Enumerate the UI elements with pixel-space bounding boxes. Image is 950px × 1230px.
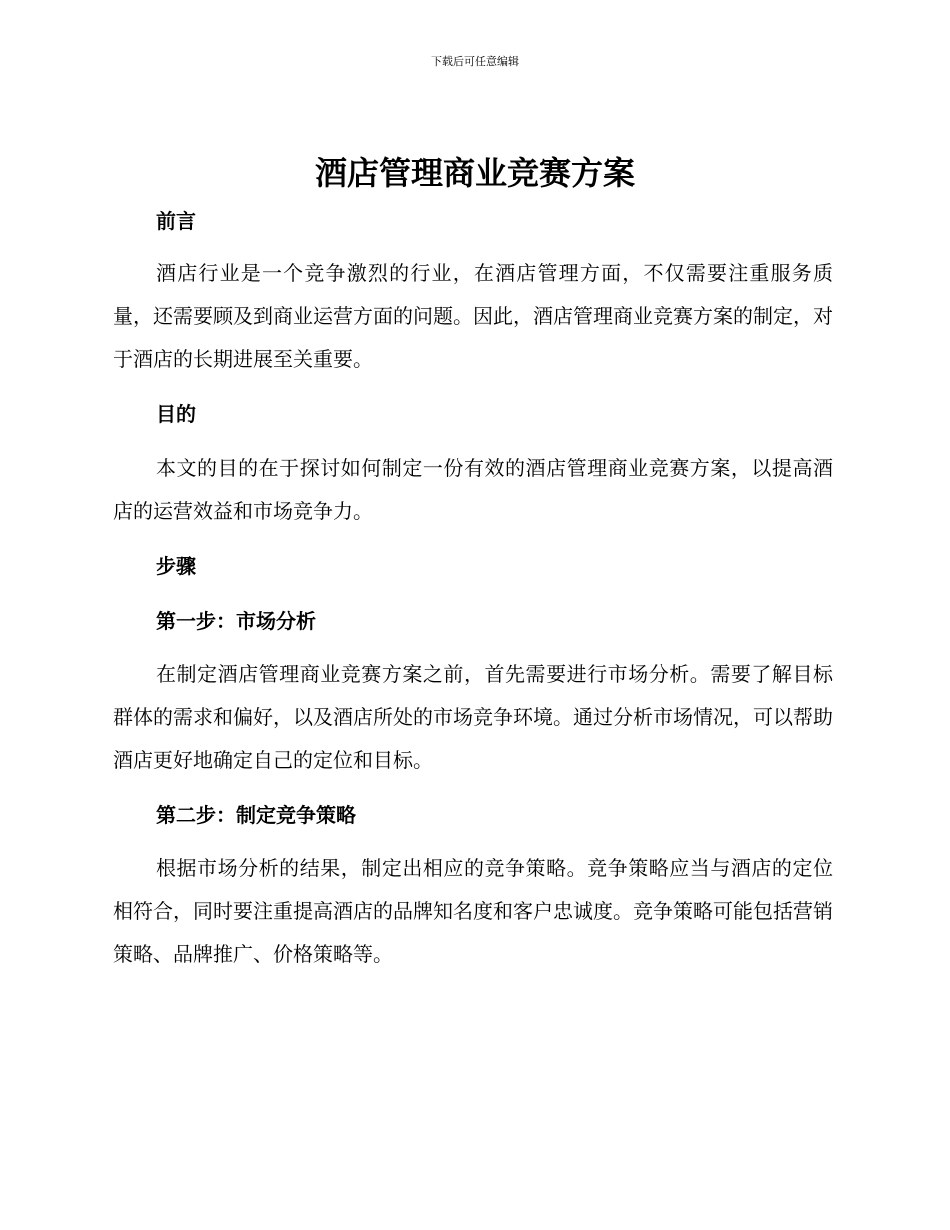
page-header-note: 下载后可任意编辑 — [431, 55, 519, 68]
section-heading-preface: 前言 — [156, 209, 196, 233]
section-text-step1: 在制定酒店管理商业竞赛方案之前，首先需要进行市场分析。需要了解目标群体的需求和偏好，以及酒店所处的市场竞争环境。通过分析市场情况，可以帮助酒店更好地确定自己的定位和目标。 — [113, 662, 833, 772]
section-text-purpose: 本文的目的在于探讨如何制定一份有效的酒店管理商业竞赛方案，以提高酒店的运营效益和市场竞争力。 — [113, 456, 833, 523]
section-text-preface: 酒店行业是一个竞争激烈的行业，在酒店管理方面，不仅需要注重服务质量，还需要顾及到商业运营方面的问题。因此，酒店管理商业竞赛方案的制定，对于酒店的长期进展至关重要。 — [113, 261, 833, 371]
section-text-step2: 根据市场分析的结果，制定出相应的竞争策略。竞争策略应当与酒店的定位相符合，同时要注重提高酒店的品牌知名度和客户忠诚度。竞争策略可能包括营销策略、品牌推广、价格策略等。 — [113, 856, 833, 966]
section-heading-step2: 第二步：制定竞争策略 — [156, 803, 356, 827]
document-title: 酒店管理商业竞赛方案 — [314, 154, 635, 192]
section-heading-purpose: 目的 — [156, 402, 196, 426]
section-heading-steps: 步骤 — [156, 554, 196, 578]
section-heading-step1: 第一步：市场分析 — [156, 609, 316, 633]
